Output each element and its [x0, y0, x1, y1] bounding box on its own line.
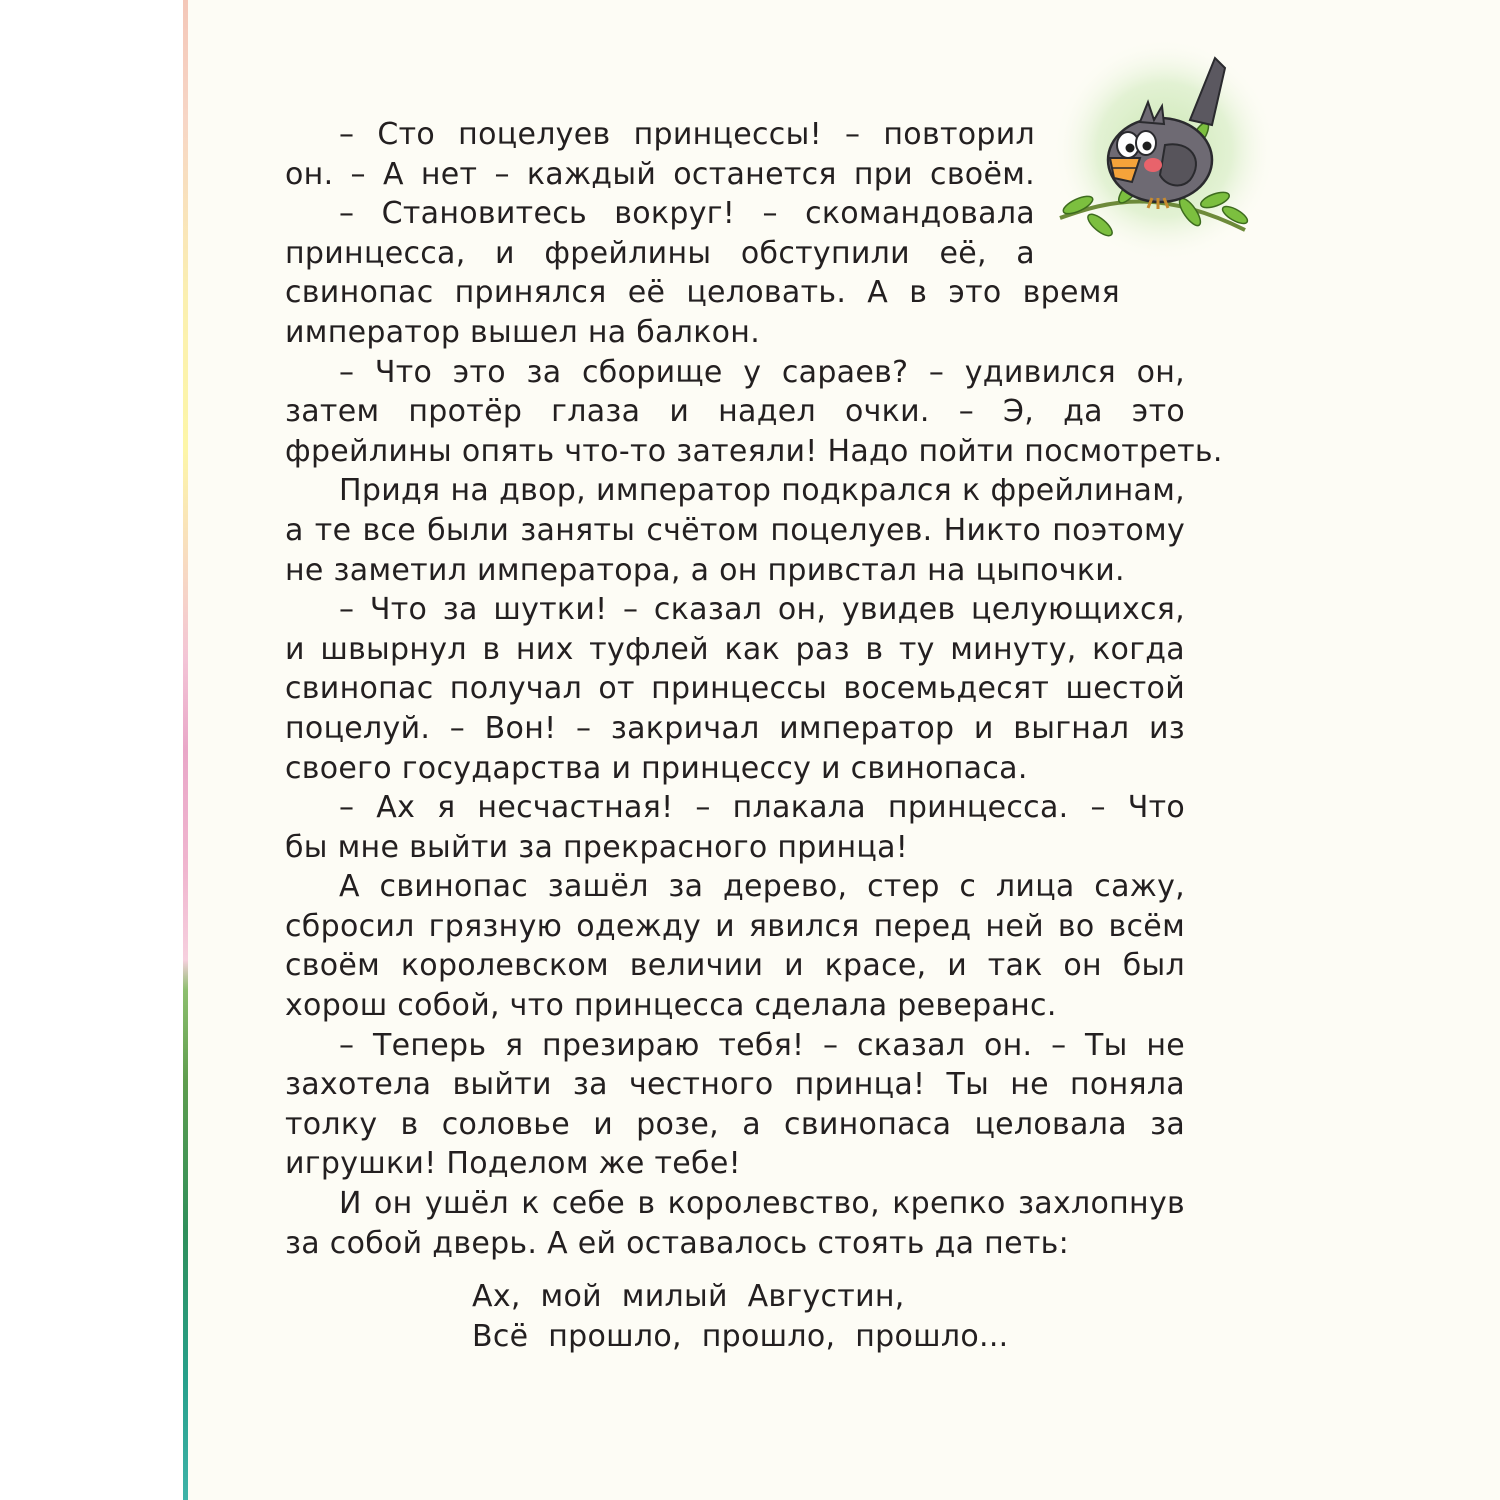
text-line: А свинопас зашёл за дерево, стер с лица сажу, [339, 869, 1185, 905]
text-line: игрушки! Поделом же тебе! [285, 1146, 741, 1182]
text-line: принцесса, и фрейлины обступили её, а [285, 235, 1035, 271]
text-line: затем протёр глаза и надел очки. – Э, да это [285, 394, 1185, 430]
text-line: свинопас принялся её целовать. А в это время [285, 275, 1120, 311]
text-line: своём королевском величии и красе, и так он был [285, 948, 1185, 984]
text-line: – Сто поцелуев принцессы! – повторил [339, 117, 1035, 152]
text-line: – Теперь я презираю тебя! – сказал он. – Ты не [339, 1027, 1185, 1063]
text-line: за собой дверь. А ей оставалось стоять да петь: [285, 1225, 1070, 1261]
text-line: фрейлины опять что-то затеяли! Надо пойти посмотреть. [285, 433, 1223, 469]
text-line: сбросил грязную одежду и явился перед ней во всём [285, 908, 1185, 944]
text-line: хорош собой, что принцесса сделала реверанс. [285, 988, 1057, 1024]
text-line: – Ах я несчастная! – плакала принцесса. – Что [339, 790, 1185, 826]
text-line: поцелуй. – Вон! – закричал император и выгнал из [285, 710, 1185, 746]
text-line: – Что за шутки! – сказал он, увидев целующихся, [339, 592, 1185, 628]
text-line: – Становитесь вокруг! – скомандовала [339, 196, 1035, 232]
text-line: Придя на двор, император подкрался к фрейлинам, [339, 473, 1185, 509]
text-line: захотела выйти за честного принца! Ты не поняла [285, 1067, 1185, 1103]
text-line: а те все были заняты счётом поцелуев. Никто поэтому [285, 512, 1185, 548]
story-text [285, 115, 1223, 1263]
page-edge [0, 0, 190, 1500]
poem-line: Ах, мой милый Августин, [472, 1279, 905, 1314]
text-line: и швырнул в них туфлей как раз в ту минуту, когда [285, 631, 1185, 667]
text-line: не заметил императора, а он привстал на цыпочки. [285, 552, 1125, 588]
text-line: бы мне выйти за прекрасного принца! [285, 829, 909, 865]
text-line: – Что это за сборище у сараев? – удивился он, [339, 354, 1185, 390]
text-line: он. – А нет – каждый останется при своём. [285, 156, 1035, 192]
poem-line: Всё прошло, прошло, прошло... [472, 1319, 1009, 1354]
text-line: свинопас получал от принцессы восемьдесят шестой [285, 671, 1185, 707]
text-line: император вышел на балкон. [285, 314, 761, 350]
text-line: толку в соловье и розе, а свинопаса целовала за [285, 1106, 1185, 1142]
text-line: своего государства и принцессу и свинопаса. [285, 750, 1028, 786]
poem-verse [472, 1277, 1009, 1357]
text-line: И он ушёл к себе в королевство, крепко захлопнув [339, 1186, 1185, 1222]
adjacent-page-strip [183, 0, 188, 1500]
